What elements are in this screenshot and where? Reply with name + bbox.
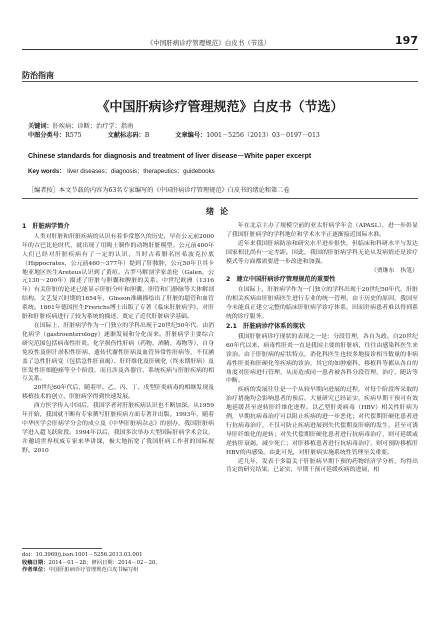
body-paragraph: 在国际上，肝脏病学作为一门独立的学科出现于20世纪50年代。由消化病学（gastroenterology）逐渐发展和分化而来。肝脏病学主要综合研究范围包括病毒性肝炎、化学损伤性肝病（药物、酒精、毒物等）、自身免疫性及胆汁淤积性肝病、遗传代谢性肝病及血管异常性肝病等，不仅涵盖了急性肝病变（包括急性肝衰竭）、肝纤维化及肝硬化（终末期肝病）及肝发性肝细胞癌等全个阶段，而且涉及各器官、系统疾病与肝脏疾病的相互关系。 [22, 322, 214, 383]
doc-code-value: B [144, 132, 150, 139]
body-paragraph: 年在北京主办了规模空前的亚太肝病学年会（APASL），进一步彰显了我国肝脏病学的学科地位和学术水平正逐渐接近国际水准。 [226, 223, 418, 238]
section-heading: 2 建立中国肝病诊疗管理规范的重要性 [226, 276, 336, 284]
intro-heading: 绪论 [206, 207, 234, 216]
doc-code-entry [108, 131, 150, 140]
english-title: Chinese standards for diagnosis and treatment of liver disease－White paper excerpt [28, 153, 312, 160]
keywords-label: 关键词： [28, 123, 53, 130]
footnotes [22, 552, 214, 575]
english-keywords [28, 168, 418, 177]
english-keywords-label: Key words： [28, 168, 66, 175]
english-keywords-value: liver diseases；diagnosis；therapeutics；guidebooks [67, 168, 215, 175]
page-number: 197 [395, 34, 418, 47]
body-paragraph: 人类对肝脏和肝脏疾病的认识有着非常悠久的历史，早在公元前2000年的古巴比伦时代，就出现了用陶土制作的动物肝脏模型。公元前400年人们已经对肝脏疾病有了一定的认识，当时古希腊名医希波克拉底（Hippocrates，公元前460～377年）提到了肝脓肿，公元50年卫其卡地亚地区医生Areteus认识到了黄疸。古罗马解剖学家盖伦（Galen，公元130～200年）描述了肝脏与胆囊和脾脏的关系。中世纪欧洲（1316年）有关肝脏的论述已能显示肝脏分叶和胆囊、胆管和门静脉等大体解剖结构。文艺复兴时期的1654年，Glisson准确描绘出了肝脏的超管和血管系统。1861年德国医生Frerichs博士出版了专著《临床肝脏病学》，对肝脏和肝脏疾病进行了较为系统的描述，奠定了近代肝脏病学基础。 [22, 233, 214, 321]
body-paragraph: 20世纪60年代后，随着甲、乙、丙、丁、戊型肝炎病毒的相继发现及移植技术的创立，肝脏病学得到快速发展。 [22, 385, 214, 401]
running-header-title: 《中国肝病诊疗管理规范》白皮书（节选） [146, 39, 271, 47]
article-id-label: 文章编号： [175, 132, 207, 139]
body-paragraph: 疾病的发展往往是一个从较早期向进展的过程，对每个阶段所采取的治疗措施均会影响患者的预后。大量研究已经证实，疾病早期干预可有效地延缓甚至逆转肝纤维化进程。以乙型肝炎病毒（HBV）相关性肝病为例，早期抗病毒治疗可以阻止疾病的进一步恶化；对代偿期肝硬化患者进行抗病毒治疗，不仅可防止疾病进展到失代偿期及肝癌的发生，甚至可诱导肝纤维化的逆转；对失代偿期肝硬化患者进行抗病毒治疗，则可延缓或逆转肝衰竭，减少死亡；对肝移植患者进行抗病毒治疗，则可预防移植肝HBV的再感染。由此可见，对肝脏病实施系统性管理至关重要。 [226, 387, 418, 456]
author-value: 中国肝脏病诊疗管理规范白皮书编写组 [48, 567, 139, 574]
keywords-value: 肝疾病；诊断；治疗学；指南 [52, 123, 134, 130]
right-column [226, 222, 418, 475]
body-paragraph: 近年来我国肝病防治和研究水平进步很快，但临床和科研水平与发达国家相比尚有一定差距。因此，我国的肝脏病学科无论从发病情还是诊疗模式等方面都需要进一步改进和加强。 [226, 240, 418, 265]
meta-divider [22, 198, 418, 199]
article-id-value: 1001－5256（2013）03－0197－013 [206, 132, 320, 139]
doi-line: doi：10.3969/j.issn.1001－5256.2013.03.001 [22, 552, 143, 558]
clc-entry [28, 131, 82, 140]
body-paragraph: 我国肝脏病诊疗现状的表现之一是：分段管理，各自为政。自20世纪60年代以来，病毒性肝炎一直是我国主要的肝脏病，往往由感染科医生来诊治。由于肝脏病的症状特点，消化科医生也较多地接诊相当数量的非病毒性肝炎和肝硬化等疾病的诊治，其它的如肿瘤科、移植科等都从各自的角度对肝病进行管理，从而造成同一患者被各科分段管理、治疗、随访等中断。 [226, 333, 418, 385]
editor-note: ［编者按］本文节载的内容为63名专家编写的《中国肝病诊疗管理规范》白皮书的绪论和第二卷 [28, 187, 290, 194]
body-paragraph: 西方医学传入中国后，我国学者对肝脏疾病认识也不断加深。从1959年开始，我国就不断有专家撰写肝脏疾病方面专著并出版。1993年，随着中华医学会肝病学分会的成立及《中华肝脏病杂志》的创办，我国肝脏病学进入超飞跃阶段。1994年以后，我国多次举办大型国际肝病学术会议，并邀请世界权威专家来华讲课，极大地拓宽了我国肝病工作者的国际视野。2010 [22, 403, 214, 454]
clc-value: R575 [65, 132, 82, 139]
left-column [22, 222, 214, 456]
section-heading: 1 肝脏病学简介 [22, 223, 70, 230]
running-header [22, 36, 418, 50]
keywords-row [28, 122, 418, 131]
received-value: 2014－01－28；修回日期：2014－02－20。 [48, 559, 161, 566]
article-id-entry [175, 131, 320, 140]
section-divider [22, 81, 418, 82]
author-label: 作者单位： [22, 567, 49, 574]
clc-label: 中图分类号： [28, 132, 66, 139]
classification-row [28, 131, 418, 140]
article-title: 《中国肝病诊疗管理规范》白皮书（节选） [96, 100, 344, 115]
article-meta [28, 122, 418, 140]
section-heading: 2.1 肝脏病诊疗体系的现状 [226, 322, 306, 330]
body-paragraph: 在国际上，肝脏病学作为一门独立的学科出现于20世纪50年代。肝脏的相关疾病由肝脏病医生进行专业的统一管理。由于历史的原因，我国至今未能真正建立完整的临床肝脏病学诊疗体系，因而肝病患者难以得到系统的诊疗服务。 [226, 287, 418, 321]
body-paragraph: 近几年，发表于多篇关于肝脏病早期下预的药物经济学分析，均得出肯定的研究结果。已证实，早期干预可延缓疾病的进展，相 [226, 458, 418, 474]
author-line [22, 567, 214, 575]
section-label: 防治指南 [22, 71, 54, 80]
received-label: 收稿日期： [22, 559, 49, 566]
author-signature: （贾继东 执笔） [370, 267, 418, 274]
doc-code-label: 文献标志码： [107, 132, 145, 139]
footnote-rule [22, 548, 102, 549]
